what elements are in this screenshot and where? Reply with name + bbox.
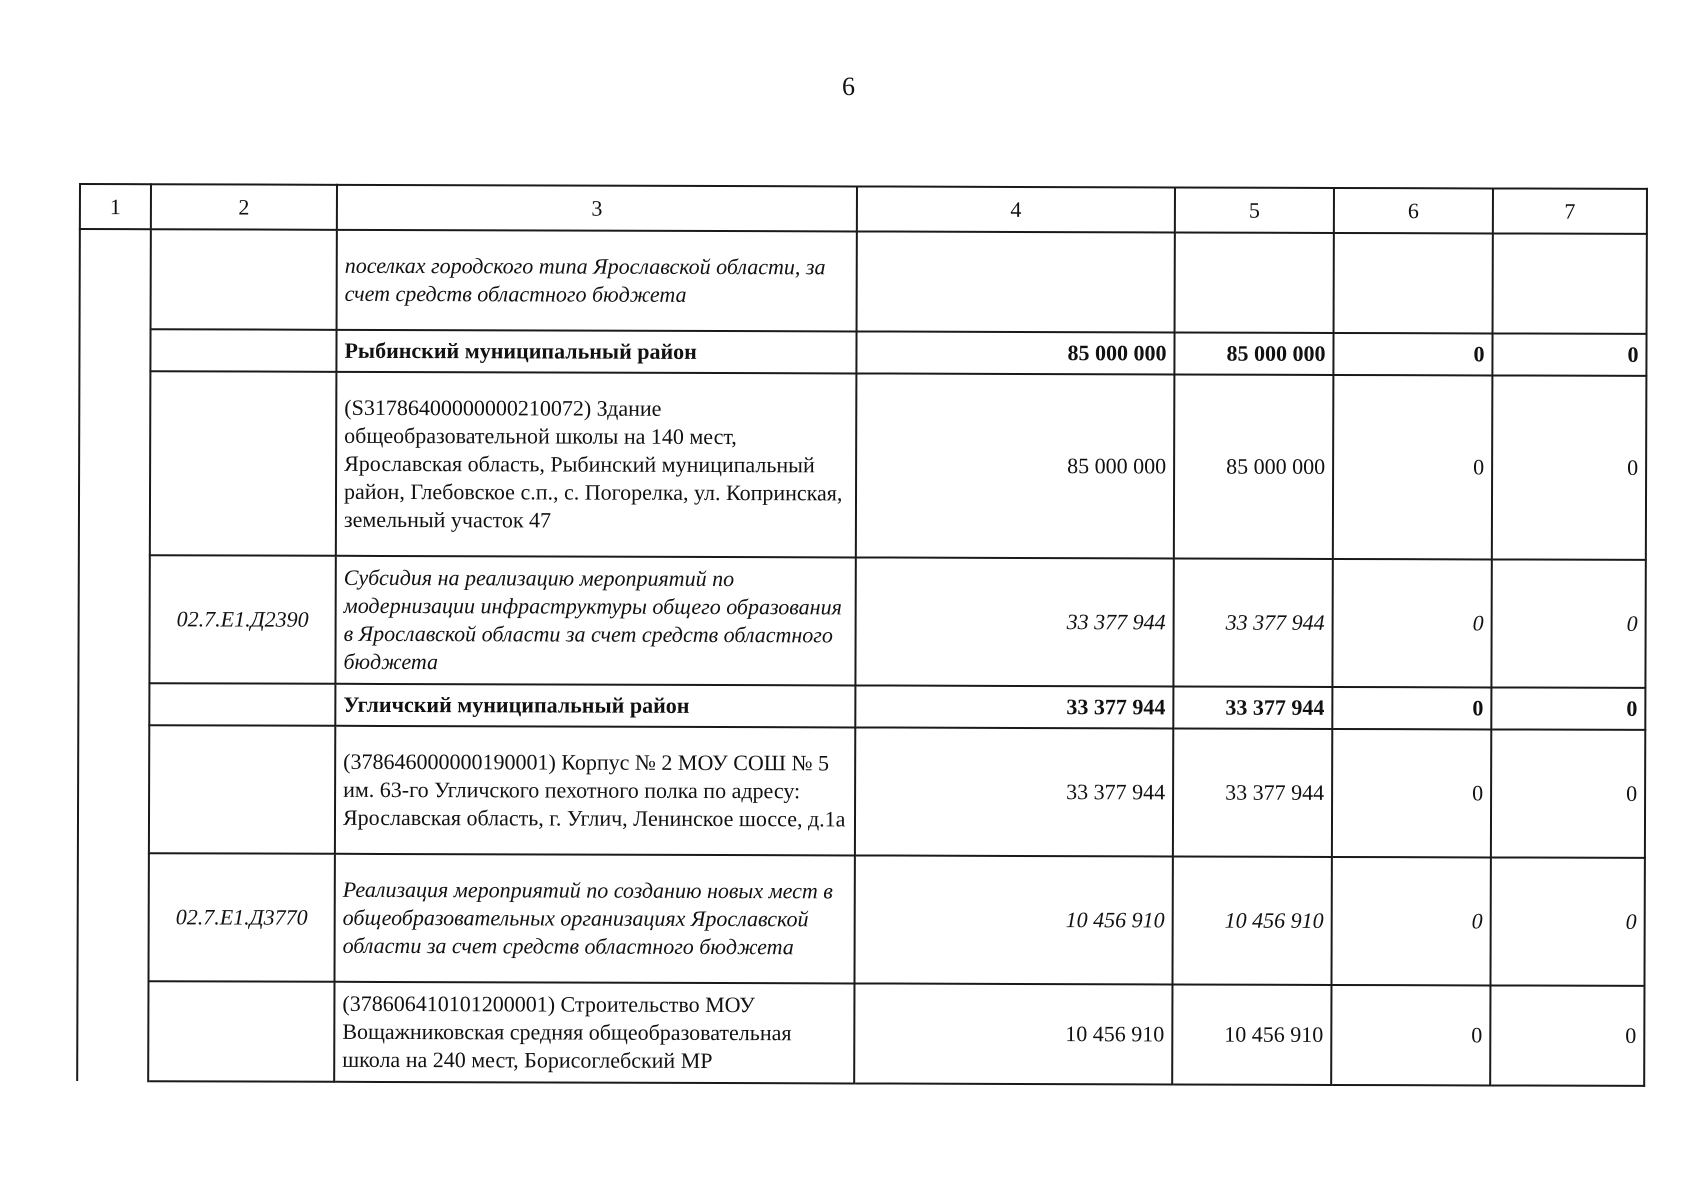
code-cell: 02.7.E1.Д3770 xyxy=(148,853,334,982)
value-cell-4: 33 377 944 xyxy=(855,727,1173,856)
value-cell-6: 0 xyxy=(1331,985,1490,1085)
column-header-6: 6 xyxy=(1334,188,1493,233)
column-number-header-row xyxy=(80,184,1647,234)
value-cell-4: 33 377 944 xyxy=(855,557,1173,686)
value-cell-6: 0 xyxy=(1331,857,1490,985)
column-header-1: 1 xyxy=(80,184,151,229)
name-cell: поселках городского типа Ярославской области, за счет средств областного бюджета xyxy=(337,230,857,332)
table-row xyxy=(78,683,1645,730)
column-header-5: 5 xyxy=(1175,187,1334,232)
table-row xyxy=(78,555,1645,688)
name-cell: (S31786400000000210072) Здание общеобразовательной школы на 140 мест, Ярославская область, Рыбинский муниципальный район, Глебовское с.п., с. Погорелка, ул. Копринская, земельный участок 47 xyxy=(336,372,857,558)
code-cell xyxy=(151,229,337,330)
value-cell-5 xyxy=(1175,232,1334,332)
value-cell-5: 85 000 000 xyxy=(1174,332,1333,374)
value-cell-4: 10 456 910 xyxy=(854,983,1172,1084)
table-row xyxy=(79,371,1647,560)
value-cell-4: 85 000 000 xyxy=(856,331,1174,374)
table-row xyxy=(79,329,1646,376)
value-cell-7: 0 xyxy=(1490,985,1644,1085)
code-cell xyxy=(149,683,335,726)
value-cell-7: 0 xyxy=(1492,333,1646,375)
code-cell xyxy=(150,329,336,372)
column-header-2: 2 xyxy=(151,184,337,230)
name-cell: (378606410101200001) Строительство МОУ Вощажниковская средняя общеобразовательная школа на 240 мест, Борисоглебский МР xyxy=(334,982,854,1084)
code-cell: 02.7.E1.Д2390 xyxy=(149,555,335,684)
code-cell xyxy=(148,981,334,1082)
value-cell-5: 33 377 944 xyxy=(1173,728,1332,856)
name-cell: Субсидия на реализацию мероприятий по модернизации инфраструктуры общего образования в Ярославской области за счет средств областного бюджета xyxy=(335,556,855,686)
page-number: 6 xyxy=(842,72,855,101)
value-cell-5: 33 377 944 xyxy=(1173,686,1332,728)
value-cell-6: 0 xyxy=(1332,729,1491,857)
table-row xyxy=(77,853,1644,986)
row-number-cell xyxy=(77,229,151,1081)
value-cell-4: 10 456 910 xyxy=(854,855,1172,984)
column-header-4: 4 xyxy=(857,186,1175,232)
value-cell-6: 0 xyxy=(1333,333,1492,375)
column-header-7: 7 xyxy=(1493,188,1647,233)
value-cell-6: 0 xyxy=(1332,559,1491,687)
name-cell: Рыбинский муниципальный район xyxy=(336,330,856,374)
value-cell-6: 0 xyxy=(1332,687,1491,729)
name-cell: Реализация мероприятий по созданию новых мест в общеобразовательных организациях Ярославской области за счет средств областного бюджета xyxy=(334,854,854,984)
value-cell-7: 0 xyxy=(1492,375,1647,559)
value-cell-7: 0 xyxy=(1491,687,1645,729)
code-cell xyxy=(150,371,337,556)
budget-table xyxy=(76,183,1648,1087)
value-cell-6 xyxy=(1334,233,1493,333)
value-cell-7: 0 xyxy=(1490,857,1644,985)
value-cell-5: 10 456 910 xyxy=(1172,856,1331,984)
table-row xyxy=(78,725,1645,858)
table-row xyxy=(77,981,1644,1086)
value-cell-5: 10 456 910 xyxy=(1172,984,1331,1084)
code-cell xyxy=(149,725,335,854)
table-row xyxy=(80,229,1647,334)
name-cell: Угличский муниципальный район xyxy=(335,684,855,728)
value-cell-7: 0 xyxy=(1491,559,1645,687)
value-cell-4 xyxy=(857,231,1175,332)
name-cell: (378646000000190001) Корпус № 2 МОУ СОШ № 5 им. 63-го Угличского пехотного полка по адресу: Ярославская область, г. Углич, Ленинское шоссе, д.1а xyxy=(335,726,855,856)
value-cell-4: 85 000 000 xyxy=(856,373,1175,558)
value-cell-5: 85 000 000 xyxy=(1174,374,1334,558)
column-header-3: 3 xyxy=(337,185,857,232)
value-cell-7: 0 xyxy=(1491,729,1645,857)
value-cell-6: 0 xyxy=(1333,375,1493,559)
value-cell-5: 33 377 944 xyxy=(1173,558,1332,686)
value-cell-4: 33 377 944 xyxy=(855,685,1173,728)
value-cell-7 xyxy=(1493,233,1647,333)
